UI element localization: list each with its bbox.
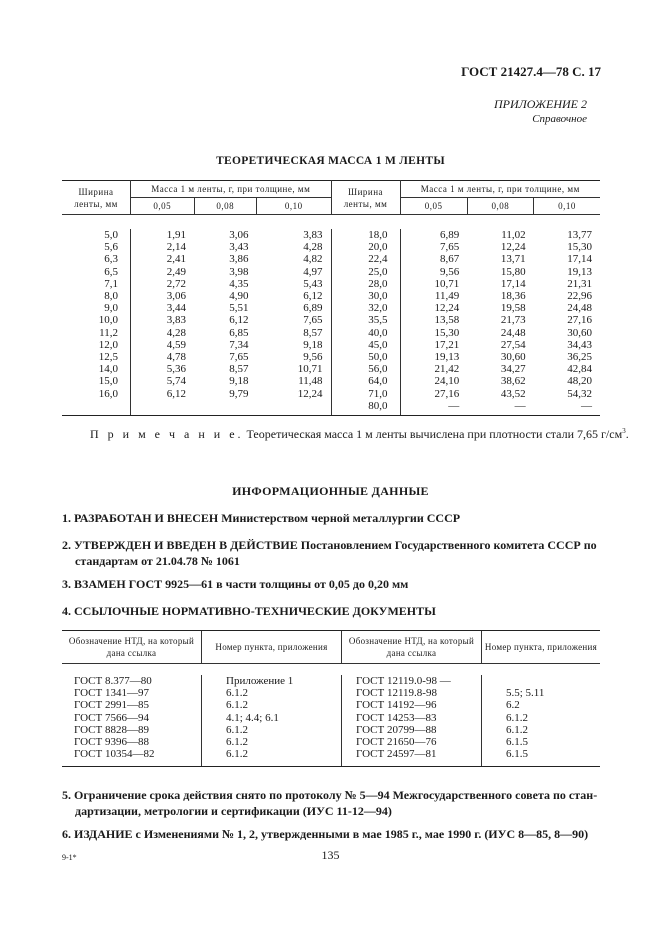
reference-docs-table (62, 630, 600, 767)
width-cell: 6,3 (104, 253, 118, 266)
mass-cell: 42,84 (567, 363, 592, 376)
table-row (62, 363, 600, 375)
mass-table (62, 180, 600, 416)
mass-cell: 2,41 (131, 253, 195, 265)
ntd-cell: ГОСТ 8.377—80 (74, 675, 152, 687)
mass-cell: 15,30 (400, 327, 467, 339)
mass-cell: 11,48 (298, 375, 323, 388)
item-cell: 6.1.2 (202, 699, 342, 711)
mass-cell: 27,16 (567, 314, 592, 327)
mass-cell: 24,48 (500, 326, 526, 339)
mass-cell: 12,24 (500, 241, 526, 254)
item-cell: 6.2 (482, 699, 601, 711)
ntd-cell: ГОСТ 8828—89 (74, 723, 149, 736)
page-number: 135 (321, 848, 340, 862)
mass-cell: 3,98 (229, 265, 249, 278)
mass-cell: 15,80 (500, 265, 526, 278)
table-row (62, 400, 600, 416)
mass-cell: 34,27 (500, 363, 526, 376)
item-1 (62, 510, 600, 526)
width-cell: 5,0 (104, 229, 118, 241)
item-header-left: Номер пункта, приложения (202, 631, 342, 664)
table-note (90, 427, 629, 442)
width-cell: 25,0 (331, 266, 400, 278)
table-row (62, 712, 600, 724)
width-cell: 9,0 (104, 302, 118, 315)
mass-cell: 4,35 (229, 277, 249, 290)
width-cell: 7,1 (104, 277, 118, 290)
mass-cell: 13,77 (567, 229, 592, 241)
width-cell: 22,4 (331, 253, 400, 265)
thickness-header: 0,08 (194, 198, 257, 215)
mass-cell: 24,10 (400, 375, 467, 387)
ntd-cell: ГОСТ 12119.0-98 — (342, 675, 482, 687)
mass-cell: 5,74 (131, 375, 195, 387)
item-5-line1: 5. Ограничение срока действия снято по протоколу № 5—94 Межгосударственного совета по стан- (62, 788, 598, 802)
ntd-cell: ГОСТ 9396—88 (74, 736, 149, 749)
table-row (62, 241, 600, 253)
ntd-cell: ГОСТ 14253—83 (342, 712, 482, 724)
mass-cell: 3,83 (303, 229, 323, 241)
mass-cell: 9,79 (229, 387, 249, 400)
mass-cell: 4,90 (229, 290, 249, 303)
mass-cell: 38,62 (500, 375, 526, 388)
item-4-text: 4. ССЫЛОЧНЫЕ НОРМАТИВНО-ТЕХНИЧЕСКИЕ ДОКУМЕНТЫ (62, 604, 436, 618)
item-cell: 6.1.5 (482, 736, 601, 748)
table-row (62, 314, 600, 326)
ntd-cell: ГОСТ 12119.8-98 (342, 687, 482, 699)
ntd-cell: ГОСТ 20799—88 (342, 724, 482, 736)
mass-cell: 4,97 (303, 265, 323, 278)
mass-cell: 10,71 (400, 278, 467, 290)
mass-cell: 12,24 (297, 387, 323, 400)
mass-cell: 9,18 (229, 375, 249, 388)
table-row (62, 736, 600, 748)
item-4 (62, 603, 600, 619)
footer-mark: 9-1* (62, 853, 77, 862)
mass-header-right: Масса 1 м ленты, г, при толщине, мм (400, 181, 600, 198)
mass-cell: 2,49 (131, 266, 195, 278)
mass-cell: 19,58 (500, 302, 526, 315)
width-cell: 18,0 (331, 229, 400, 241)
thickness-header: 0,10 (534, 198, 600, 215)
item-cell: 4.1; 4.4; 6.1 (202, 712, 342, 724)
mass-cell: 17,21 (400, 339, 467, 351)
info-heading: ИНФОРМАЦИОННЫЕ ДАННЫЕ (232, 484, 429, 498)
mass-cell: 18,36 (500, 290, 526, 303)
mass-cell: — (400, 400, 467, 416)
mass-cell: 2,72 (131, 278, 195, 290)
mass-cell (194, 400, 257, 416)
mass-cell: 5,51 (229, 302, 249, 315)
width-cell: 30,0 (331, 290, 400, 302)
mass-cell: 6,89 (303, 302, 323, 315)
item-6 (62, 826, 600, 842)
ntd-cell: ГОСТ 7566—94 (74, 711, 149, 724)
mass-cell: 15,30 (567, 241, 592, 254)
item-cell: 6.1.2 (202, 736, 342, 748)
item-5-line2: дартизации, метрологии и сертификации (ИУС 11-12—94) (75, 804, 392, 818)
mass-cell: 3,06 (131, 290, 195, 302)
width-cell: 12,5 (98, 351, 118, 364)
table-row (62, 327, 600, 339)
table-row (62, 229, 600, 241)
ntd-cell: ГОСТ 14192—96 (342, 699, 482, 711)
mass-cell: 2,14 (131, 241, 195, 253)
width-cell: 14,0 (98, 363, 118, 376)
table-row (62, 253, 600, 265)
mass-cell: 7,65 (303, 314, 323, 327)
mass-cell: 6,85 (229, 326, 249, 339)
item-cell: Приложение 1 (202, 675, 342, 687)
item-1-text: 1. РАЗРАБОТАН И ВНЕСЕН Министерством черной металлургии СССР (62, 511, 461, 525)
mass-cell: 34,43 (567, 338, 592, 351)
mass-cell: 54,32 (567, 387, 592, 400)
mass-cell: 11,49 (400, 290, 467, 302)
mass-cell: 7,65 (400, 241, 467, 253)
mass-cell: 6,89 (400, 229, 467, 241)
mass-cell: 27,54 (500, 338, 526, 351)
mass-cell: 9,56 (400, 266, 467, 278)
width-cell: 5,6 (104, 241, 118, 254)
item-cell: 6.1.5 (482, 748, 601, 767)
appendix-title: ПРИЛОЖЕНИЕ 2 (494, 97, 587, 111)
mass-cell: 17,14 (567, 253, 592, 266)
width-cell: 8,0 (104, 290, 118, 303)
table-row (62, 302, 600, 314)
mass-cell: 30,60 (500, 351, 526, 364)
mass-cell: 10,71 (297, 363, 323, 376)
mass-cell: 12,24 (400, 302, 467, 314)
ntd-header-right: Обозначение НТД, на который дана ссылка (342, 631, 482, 664)
width-cell: 12,0 (98, 338, 118, 351)
table-row (62, 724, 600, 736)
mass-cell: 4,59 (131, 339, 195, 351)
width-cell: 32,0 (331, 302, 400, 314)
mass-cell: 19,13 (567, 265, 592, 278)
item-cell: 6.1.2 (202, 687, 342, 699)
item-header-right: Номер пункта, приложения (482, 631, 601, 664)
width-cell: 16,0 (98, 387, 118, 400)
width-cell: 15,0 (98, 375, 118, 388)
width-cell: 10,0 (98, 314, 118, 327)
thickness-header: 0,05 (131, 198, 195, 215)
thickness-header: 0,10 (257, 198, 332, 215)
item-cell: 6.1.2 (202, 724, 342, 736)
mass-cell: 9,56 (303, 351, 323, 364)
mass-cell: 8,57 (229, 363, 249, 376)
mass-cell: 3,44 (131, 302, 195, 314)
width-cell: 56,0 (331, 363, 400, 375)
table-row (62, 339, 600, 351)
mass-cell: 8,57 (303, 326, 323, 339)
mass-cell: 7,65 (229, 351, 249, 364)
table-row (62, 748, 600, 767)
item-cell: 5.5; 5.11 (482, 687, 601, 699)
mass-cell: 19,13 (400, 351, 467, 363)
item-cell: 6.1.2 (482, 724, 601, 736)
mass-cell: 4,82 (303, 253, 323, 266)
mass-cell: 8,67 (400, 253, 467, 265)
width-cell: 6,5 (104, 265, 118, 278)
mass-cell: 4,28 (303, 241, 323, 254)
width-cell: 50,0 (331, 351, 400, 363)
item-2 (62, 537, 600, 569)
appendix-subtitle: Справочное (532, 113, 587, 125)
item-2-line1: 2. УТВЕРЖДЕН И ВВЕДЕН В ДЕЙСТВИЕ Постановлением Государственного комитета СССР по (62, 538, 597, 552)
mass-cell: — (534, 400, 600, 416)
page-header: ГОСТ 21427.4—78 С. 17 (461, 64, 601, 79)
mass-cell: 1,91 (131, 229, 195, 241)
ntd-cell: ГОСТ 2991—85 (74, 699, 149, 712)
mass-cell: 30,60 (567, 326, 592, 339)
table-row (62, 290, 600, 302)
thickness-header: 0,08 (467, 198, 533, 215)
width-cell: 35,5 (331, 314, 400, 326)
mass-cell: 5,43 (303, 277, 323, 290)
width-cell: 20,0 (331, 241, 400, 253)
mass-cell: 9,18 (303, 338, 323, 351)
width-cell: 40,0 (331, 327, 400, 339)
mass-cell: 13,58 (400, 314, 467, 326)
mass-cell: 11,02 (501, 229, 526, 241)
mass-cell: 13,71 (500, 253, 526, 266)
table-row (62, 266, 600, 278)
note-text: Теоретическая масса 1 м ленты вычислена при плотности стали 7,65 г/см (243, 427, 623, 441)
mass-cell (257, 400, 332, 416)
table1-title: ТЕОРЕТИЧЕСКАЯ МАССА 1 М ЛЕНТЫ (216, 155, 445, 167)
mass-cell: 21,42 (400, 363, 467, 375)
item-cell: 6.1.2 (202, 748, 342, 767)
ntd-header-left: Обозначение НТД, на который дана ссылка (62, 631, 202, 664)
mass-cell: 24,48 (567, 302, 592, 315)
note-label: П р и м е ч а н и е. (90, 427, 244, 441)
mass-header-left: Масса 1 м ленты, г, при толщине, мм (131, 181, 332, 198)
item-cell: 6.1.2 (482, 712, 601, 724)
mass-cell: 4,28 (131, 327, 195, 339)
width-cell: 80,0 (331, 400, 400, 416)
ntd-cell: ГОСТ 21650—76 (342, 736, 482, 748)
ntd-cell: ГОСТ 1341—97 (74, 687, 149, 700)
width-header-left: Ширина ленты, мм (62, 181, 131, 215)
mass-cell: 43,52 (500, 387, 526, 400)
appendix-label (494, 97, 587, 127)
item-6-text: 6. ИЗДАНИЕ с Изменениями № 1, 2, утвержденными в мае 1985 г., мае 1990 г. (ИУС 8—85, 8—90) (62, 827, 589, 841)
mass-cell: 27,16 (400, 388, 467, 400)
mass-cell: 4,78 (131, 351, 195, 363)
thickness-header: 0,05 (400, 198, 467, 215)
mass-cell: 7,34 (229, 338, 249, 351)
mass-cell: 48,20 (567, 375, 592, 388)
ntd-cell: ГОСТ 10354—82 (62, 748, 202, 767)
item-2-line2: стандартам от 21.04.78 № 1061 (75, 554, 240, 568)
mass-cell: 17,14 (500, 277, 526, 290)
width-cell: 71,0 (331, 388, 400, 400)
table-row (62, 699, 600, 711)
mass-cell: 6,12 (303, 290, 323, 303)
width-header-right: Ширина ленты, мм (331, 181, 400, 215)
item-5 (62, 787, 600, 819)
mass-cell: 22,96 (567, 290, 592, 303)
width-cell: 28,0 (331, 278, 400, 290)
table-row (62, 388, 600, 400)
note-end: . (625, 427, 629, 441)
table-row (62, 278, 600, 290)
mass-cell (131, 400, 195, 416)
mass-cell: 3,06 (229, 229, 249, 241)
width-cell: 45,0 (331, 339, 400, 351)
mass-cell: 6,12 (229, 314, 249, 327)
item-cell (482, 675, 601, 687)
ntd-cell: ГОСТ 24597—81 (342, 748, 482, 767)
mass-cell: 6,12 (131, 388, 195, 400)
width-cell (62, 400, 131, 416)
width-cell: 64,0 (331, 375, 400, 387)
mass-cell: 21,31 (567, 277, 592, 290)
table-row (62, 351, 600, 363)
item-3-text: 3. ВЗАМЕН ГОСТ 9925—61 в части толщины от 0,05 до 0,20 мм (62, 577, 409, 591)
mass-cell: 3,86 (229, 253, 249, 266)
mass-cell: — (467, 400, 533, 416)
mass-cell: 21,73 (500, 314, 526, 327)
width-cell: 11,2 (99, 326, 118, 339)
table-row (62, 375, 600, 387)
table-row (62, 687, 600, 699)
item-3 (62, 576, 600, 592)
mass-cell: 36,25 (567, 351, 592, 364)
mass-cell: 5,36 (131, 363, 195, 375)
mass-cell: 3,83 (131, 314, 195, 326)
table-row (62, 675, 600, 687)
mass-cell: 3,43 (229, 241, 249, 254)
note-sup: 3 (622, 427, 626, 435)
